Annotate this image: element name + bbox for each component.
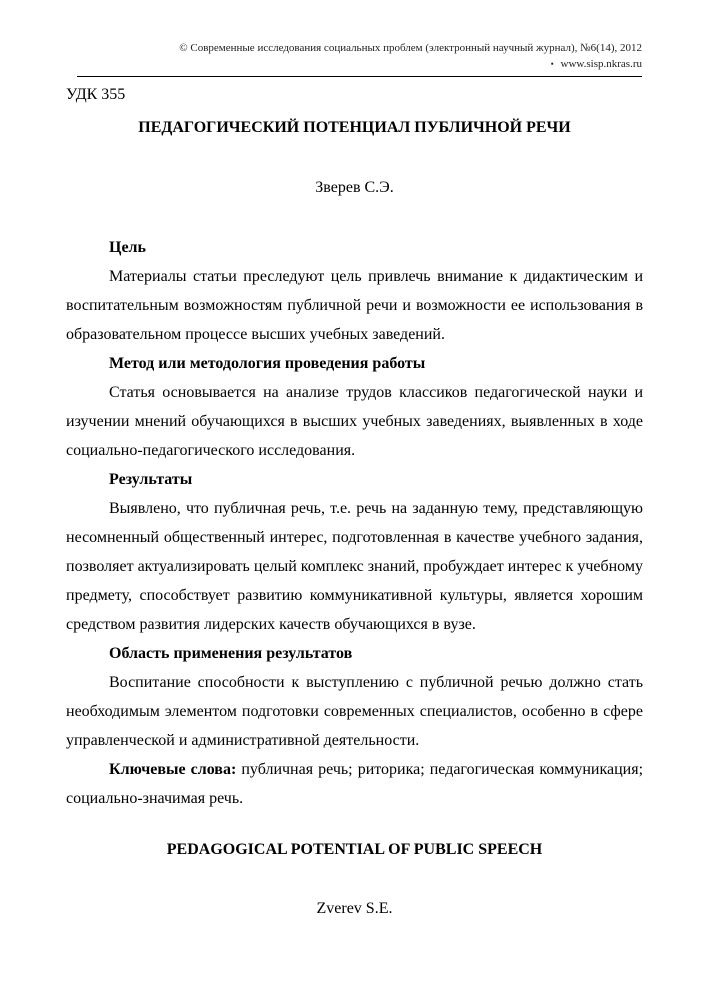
- keywords-label: Ключевые слова:: [109, 761, 237, 778]
- goal-text: Материалы статьи преследуют цель привлечь внимание к дидактическим и воспитательным возможностям публичной речи и возможности ее использования в образовательном процессе высших учебных заведений.: [66, 268, 643, 343]
- journal-citation: © Современные исследования социальных проблем (электронный научный журнал), №6(14), 2012: [179, 42, 642, 54]
- goal-heading: Цель: [109, 239, 146, 256]
- header-divider: [77, 76, 642, 77]
- journal-site-link[interactable]: www.sisp.nkras.ru: [560, 58, 642, 70]
- application-text: Воспитание способности к выступлению с публичной речью должно стать необходимым элементом подготовки современных специалистов, особенно в сфере управленческой и административной деятельности.: [66, 674, 643, 749]
- application-heading: Область применения результатов: [109, 645, 353, 662]
- method-heading: Метод или методология проведения работы: [109, 355, 426, 372]
- journal-header: [179, 40, 642, 72]
- keywords-paragraph: [66, 755, 643, 813]
- udk-code: УДК 355: [66, 86, 126, 103]
- article-author: Зверев С.Э.: [315, 179, 394, 196]
- journal-site-line: [179, 56, 642, 72]
- results-text: Выявлено, что публичная речь, т.е. речь на заданную тему, представляющую несомненный общественный интерес, подготовленная в качестве учебного задания, позволяет актуализировать целый комплекс знаний, пробуждает интерес к учебному предмету, способствует развитию коммуникативной культуры, является хорошим средством развития лидерских качеств обучающихся в вузе.: [66, 500, 643, 633]
- method-text: Статья основывается на анализе трудов классиков педагогической науки и изучении мнений обучающихся в высших учебных заведениях, выявленных в ходе социально-педагогического исследования.: [66, 384, 643, 459]
- article-title: ПЕДАГОГИЧЕСКИЙ ПОТЕНЦИАЛ ПУБЛИЧНОЙ РЕЧИ: [138, 119, 571, 136]
- keywords-text: публичная речь; риторика; педагогическая коммуникация; социально-значимая речь.: [66, 761, 644, 807]
- results-heading: Результаты: [109, 471, 193, 488]
- bullet-icon: •: [550, 59, 554, 69]
- article-author-en: Zverev S.E.: [316, 900, 393, 917]
- article-title-en: PEDAGOGICAL POTENTIAL OF PUBLIC SPEECH: [166, 841, 543, 858]
- abstract-body: [66, 233, 643, 813]
